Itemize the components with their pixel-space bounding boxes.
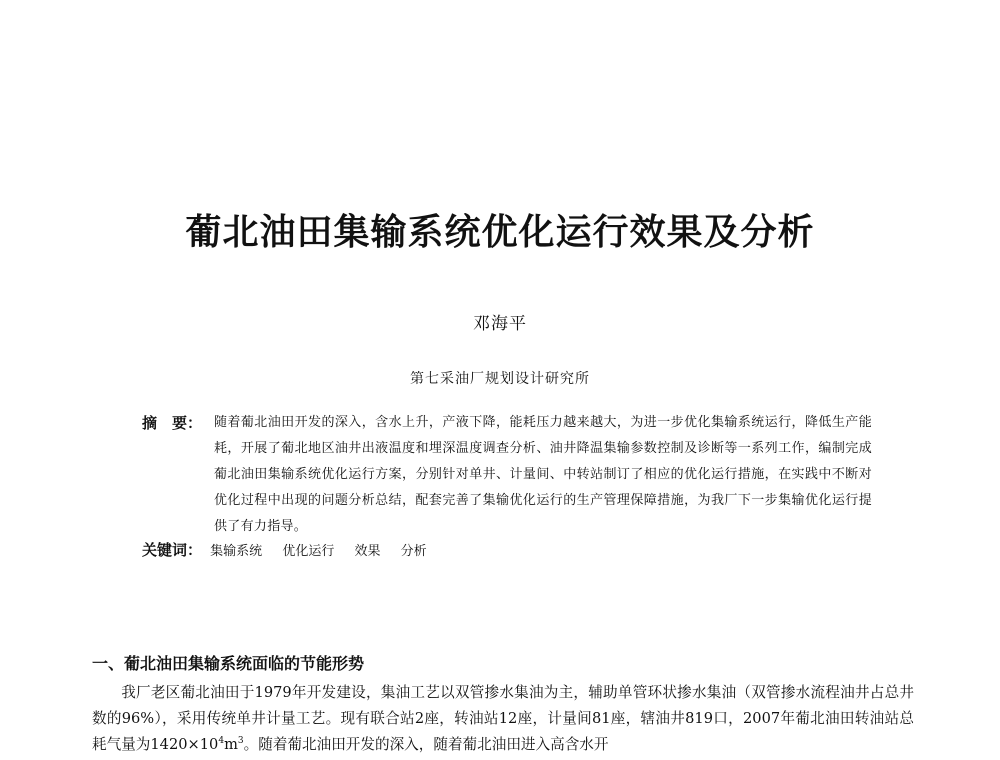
superscript: 4 — [218, 736, 225, 747]
abstract-text: 随着葡北油田开发的深入，含水上升，产液下降，能耗压力越来越大，为进一步优化集输系统运行，降低生产能耗，开展了葡北地区油井出液温度和埋深温度调查分析、油井降温集输参数控制及诊断等一系列工作，编制完成葡北油田集输系统优化运行方案，分别针对单井、计量间、中转站制订了相应的优化运行措施，在实践中不断对优化过程中出现的问题分析总结，配套完善了集输优化运行的生产管理保障措施，为我厂下一步集输优化运行提供了有力指导。 — [214, 415, 872, 534]
keywords-line — [142, 538, 439, 564]
body-text-part: 我厂老区葡北油田于1979年开发建设，集油工艺以双管掺水集油为主，辅助单管环状掺水集油（双管掺水流程油井占总井数的96%），采用传统单井计量工艺。现有联合站2座，转油站12座，计量间81座，辖油井819口，2007年葡北油田转油站总耗气量为1420×10 — [92, 684, 914, 753]
superscript: 3 — [237, 736, 244, 747]
keyword: 分析 — [400, 544, 427, 559]
abstract-label: 摘 要： — [142, 414, 203, 432]
keywords-label: 关键词： — [142, 541, 203, 559]
paper-title: 葡北油田集输系统优化运行效果及分析 — [185, 212, 815, 253]
body-text-part: m — [224, 736, 238, 753]
body-text-part: 。随着葡北油田开发的深入，随着葡北油田进入高含水开 — [243, 736, 609, 753]
author-affiliation: 第七采油厂规划设计研究所 — [410, 371, 590, 387]
abstract-block — [142, 410, 872, 540]
section-body-paragraph — [92, 680, 914, 758]
keyword: 优化运行 — [282, 544, 335, 559]
section-heading: 一、葡北油田集输系统面临的节能形势 — [92, 654, 365, 673]
keyword: 集输系统 — [210, 544, 263, 559]
author-name: 邓海平 — [473, 314, 527, 334]
keyword: 效果 — [354, 544, 381, 559]
